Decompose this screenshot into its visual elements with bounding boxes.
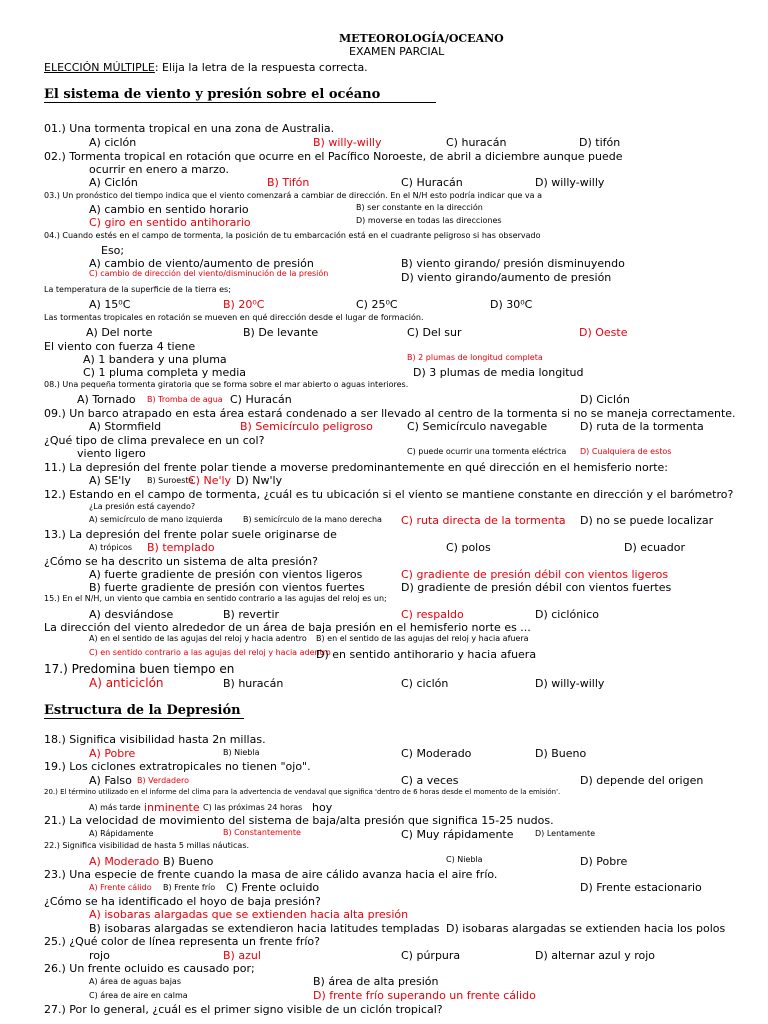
- option-a-correct: A) isobaras alargadas que se extienden hacia alta presión: [89, 908, 409, 921]
- option-c: C) huracán: [446, 136, 507, 149]
- option-c-correct: C) Ne'ly: [188, 474, 232, 487]
- question-text: 15.) En el N/H, un viento que cambia en sentido contrario a las agujas del reloj es un;: [44, 594, 387, 603]
- option-c: C) 25⁰C: [356, 298, 398, 311]
- option-a: A) cambio de viento/aumento de presión: [89, 257, 314, 270]
- option-b: B) Niebla: [223, 748, 260, 757]
- option-d-correct: D) Oeste: [579, 326, 628, 339]
- question-text: 13.) La depresión del frente polar suele originarse de: [44, 528, 337, 541]
- question-text: 01.) Una tormenta tropical en una zona de Australia.: [44, 122, 335, 135]
- option-c: C) polos: [446, 541, 491, 554]
- option-d: D) Ciclón: [580, 393, 630, 406]
- question-text: La temperatura de la superficie de la tierra es;: [44, 285, 231, 294]
- option-a: A) Rápidamente: [89, 829, 154, 838]
- section-heading: El sistema de viento y presión sobre el océano: [44, 87, 381, 102]
- option-a: A) SE'ly: [89, 474, 131, 487]
- option-a: A) más tarde: [89, 803, 141, 812]
- option-d: D) tifón: [579, 136, 621, 149]
- option-c: C) a veces: [401, 774, 459, 787]
- question-text: 21.) La velocidad de movimiento del sistema de baja/alta presión que significa 15-25 nudos.: [44, 814, 554, 827]
- option-a: A) 1 bandera y una pluma: [83, 353, 227, 366]
- option-d: D) no se puede localizar: [580, 514, 714, 527]
- instruction-label: ELECCIÓN MÚLTIPLE: [44, 61, 155, 74]
- option-b-correct: B) Constantemente: [223, 828, 301, 837]
- question-text: 09.) Un barco atrapado en esta área estará condenado a ser llevado al centro de la tormenta si no se maneja correctamente.: [44, 407, 736, 420]
- option-d: D) Lentamente: [535, 829, 596, 838]
- option-c: C) Semicírculo navegable: [407, 420, 548, 433]
- question-text-cont: ¿La presión está cayendo?: [89, 502, 196, 511]
- question-text: 26.) Un frente ocluido es causado por;: [44, 962, 255, 975]
- option-a: A) trópicos: [89, 543, 133, 552]
- option-d: D) depende del origen: [580, 774, 704, 787]
- option-b: B) De levante: [243, 326, 319, 339]
- option-a-correct: A) anticiclón: [89, 676, 164, 690]
- option-b: B) área de alta presión: [313, 975, 439, 988]
- option-b-correct: B) templado: [147, 541, 215, 554]
- option-c: C) Huracán: [401, 176, 463, 189]
- option-a: A) cambio en sentido horario: [89, 203, 249, 216]
- option-b-correct: inminente: [144, 801, 200, 814]
- section-heading: Estructura de la Depresión: [44, 703, 241, 718]
- option-c-correct: C) cambio de dirección del viento/disminución de la presión: [89, 269, 329, 278]
- question-text: 19.) Los ciclones extratropicales no tienen "ojo".: [44, 760, 311, 773]
- option-b: B) Bueno: [163, 855, 214, 868]
- section-underline: [44, 718, 244, 719]
- section-underline: [44, 102, 436, 103]
- option-c-correct: C) giro en sentido antihorario: [89, 216, 251, 229]
- question-text: La dirección del viento alrededor de un área de baja presión en el hemisferio norte es ...: [44, 621, 531, 634]
- option-d: D) 3 plumas de media longitud: [413, 366, 584, 379]
- question-text-cont: Eso;: [101, 244, 125, 257]
- option-b: B) isobaras alargadas se extendieron hacia latitudes templadas: [89, 922, 440, 935]
- option-a: viento ligero: [77, 447, 146, 460]
- option-b-correct: B) Semicírculo peligroso: [240, 420, 373, 433]
- option-a: A) 15⁰C: [89, 298, 131, 311]
- option-d: hoy: [312, 801, 333, 814]
- question-text: 08.) Una pequeña tormenta giratoria que se forma sobre el mar abierto o aguas interiores.: [44, 380, 409, 389]
- option-d: D) Nw'ly: [236, 474, 283, 487]
- exam-subtitle: EXAMEN PARCIAL: [349, 45, 445, 58]
- option-b: B) Suroeste: [147, 476, 194, 485]
- question-text: ¿Cómo se ha identificado el hoyo de baja presión?: [44, 895, 321, 908]
- question-text: Las tormentas tropicales en rotación se mueven en qué dirección desde el lugar de formación.: [44, 313, 424, 322]
- question-text: 04.) Cuando estés en el campo de tormenta, la posición de tu embarcación está en el cuadrante peligroso si has observado: [44, 231, 541, 240]
- option-c: C) Moderado: [401, 747, 472, 760]
- exam-title: METEOROLOGÍA/OCEANO: [339, 32, 504, 45]
- option-c: C) área de aire en calma: [89, 991, 188, 1000]
- option-d: D) moverse en todas las direcciones: [356, 216, 502, 225]
- option-d: D) ecuador: [624, 541, 686, 554]
- option-d: D) Bueno: [535, 747, 587, 760]
- option-d: D) en sentido antihorario y hacia afuera: [316, 648, 537, 661]
- option-b-correct: B) 2 plumas de longitud completa: [407, 353, 543, 362]
- option-a: A) semicírculo de mano izquierda: [89, 515, 223, 524]
- option-c: C) puede ocurrir una tormenta eléctrica: [407, 447, 567, 456]
- option-c: C) las próximas 24 horas: [203, 803, 303, 812]
- question-text: ¿Qué tipo de clima prevalece en un col?: [44, 434, 265, 447]
- option-c: C) Del sur: [407, 326, 462, 339]
- option-c: C) Niebla: [446, 855, 483, 864]
- option-c: C) Muy rápidamente: [401, 828, 514, 841]
- option-d-correct: D) Cualquiera de estos: [580, 447, 672, 456]
- option-b-correct: B) willy-willy: [313, 136, 382, 149]
- option-d: D) gradiente de presión débil con vientos fuertes: [401, 581, 672, 594]
- option-a-correct: A) Pobre: [89, 747, 136, 760]
- question-text: ¿Cómo se ha descrito un sistema de alta presión?: [44, 555, 318, 568]
- option-b-correct: B) azul: [223, 949, 261, 962]
- option-b-correct: B) 20⁰C: [223, 298, 265, 311]
- option-c-correct: C) gradiente de presión débil con vientos ligeros: [401, 568, 669, 581]
- question-text: 03.) Un pronóstico del tiempo indica que el viento comenzará a cambiar de dirección. En el N/H esto podría indicar que va a: [44, 191, 543, 200]
- option-b: B) semicírculo de la mano derecha: [243, 515, 382, 524]
- option-c: C) ciclón: [401, 677, 449, 690]
- option-c: C) Frente ocluido: [226, 881, 320, 894]
- option-b: B) Verdadero: [137, 776, 190, 785]
- question-text-cont: ocurrir en enero a marzo.: [89, 163, 229, 176]
- option-a: A) Del norte: [86, 326, 153, 339]
- option-b-correct: B) Tromba de agua: [147, 395, 223, 404]
- option-d: D) viento girando/aumento de presión: [401, 271, 612, 284]
- option-b: B) Frente frío: [163, 883, 216, 892]
- option-b: B) huracán: [223, 677, 284, 690]
- option-a-correct: A) Frente cálido: [89, 883, 152, 892]
- instruction-text: : Elija la letra de la respuesta correcta.: [154, 61, 368, 74]
- option-d: D) willy-willy: [535, 677, 605, 690]
- question-text: 25.) ¿Qué color de línea representa un frente frío?: [44, 935, 320, 948]
- option-a-correct: A) Falso: [89, 774, 132, 787]
- option-b-correct: B) Tifón: [267, 176, 310, 189]
- option-d: D) 30⁰C: [490, 298, 533, 311]
- question-text: 23.) Una especie de frente cuando la masa de aire cálido avanza hacia el aire frío.: [44, 868, 498, 881]
- question-text: 20.) El término utilizado en el informe del clima para la advertencia de vendaval que significa 'dentro de 6 horas desde el momento de la emisión'.: [44, 788, 561, 796]
- option-c: C) 1 pluma completa y media: [83, 366, 247, 379]
- option-d: D) willy-willy: [535, 176, 605, 189]
- option-b: B) fuerte gradiente de presión con vientos fuertes: [89, 581, 365, 594]
- question-text: 22.) Significa visibilidad de hasta 5 millas náuticas.: [44, 841, 250, 850]
- option-d-correct: D) frente frío superando un frente cálido: [313, 989, 536, 1002]
- option-b: B) revertir: [223, 608, 280, 621]
- option-d: D) Frente estacionario: [580, 881, 702, 894]
- option-c: C) Huracán: [230, 393, 292, 406]
- question-text: 27.) Por lo general, ¿cuál es el primer signo visible de un ciclón tropical?: [44, 1003, 443, 1016]
- option-d: D) ruta de la tormenta: [580, 420, 704, 433]
- option-a: A) fuerte gradiente de presión con vientos ligeros: [89, 568, 363, 581]
- option-c: C) púrpura: [401, 949, 461, 962]
- option-c-correct: C) en sentido contrario a las agujas del reloj y hacia adentro: [89, 648, 331, 657]
- option-a: A) en el sentido de las agujas del reloj y hacia adentro: [89, 634, 307, 643]
- option-c-correct: C) ruta directa de la tormenta: [401, 514, 566, 527]
- option-a: A) área de aguas bajas: [89, 977, 181, 986]
- question-text: El viento con fuerza 4 tiene: [44, 340, 196, 353]
- option-a: A) ciclón: [89, 136, 137, 149]
- option-a-correct: A) Moderado: [89, 855, 160, 868]
- option-d: D) ciclónico: [535, 608, 600, 621]
- option-a: rojo: [89, 949, 110, 962]
- question-text: 11.) La depresión del frente polar tiende a moverse predominantemente en qué dirección en el hemisferio norte:: [44, 461, 669, 474]
- instructions: [44, 61, 368, 74]
- option-b: B) en el sentido de las agujas del reloj y hacia afuera: [316, 634, 529, 643]
- question-text: 18.) Significa visibilidad hasta 2n millas.: [44, 733, 266, 746]
- option-c-correct: C) respaldo: [401, 608, 464, 621]
- option-b: B) viento girando/ presión disminuyendo: [401, 257, 625, 270]
- option-d: D) Pobre: [580, 855, 628, 868]
- option-b: B) ser constante en la dirección: [356, 203, 483, 212]
- option-a: A) Ciclón: [89, 176, 138, 189]
- question-text: 12.) Estando en el campo de tormenta, ¿cuál es tu ubicación si el viento se mantiene constante en dirección y el barómetro?: [44, 488, 734, 501]
- option-d: D) alternar azul y rojo: [535, 949, 656, 962]
- option-a: A) Tornado: [77, 393, 136, 406]
- question-text: 02.) Tormenta tropical en rotación que ocurre en el Pacífico Noroeste, de abril a diciembre aunque puede: [44, 150, 623, 163]
- option-d: D) isobaras alargadas se extienden hacia los polos: [446, 922, 726, 935]
- question-text: 17.) Predomina buen tiempo en: [44, 662, 235, 676]
- option-a: A) desviándose: [89, 608, 174, 621]
- option-a: A) Stormfield: [89, 420, 162, 433]
